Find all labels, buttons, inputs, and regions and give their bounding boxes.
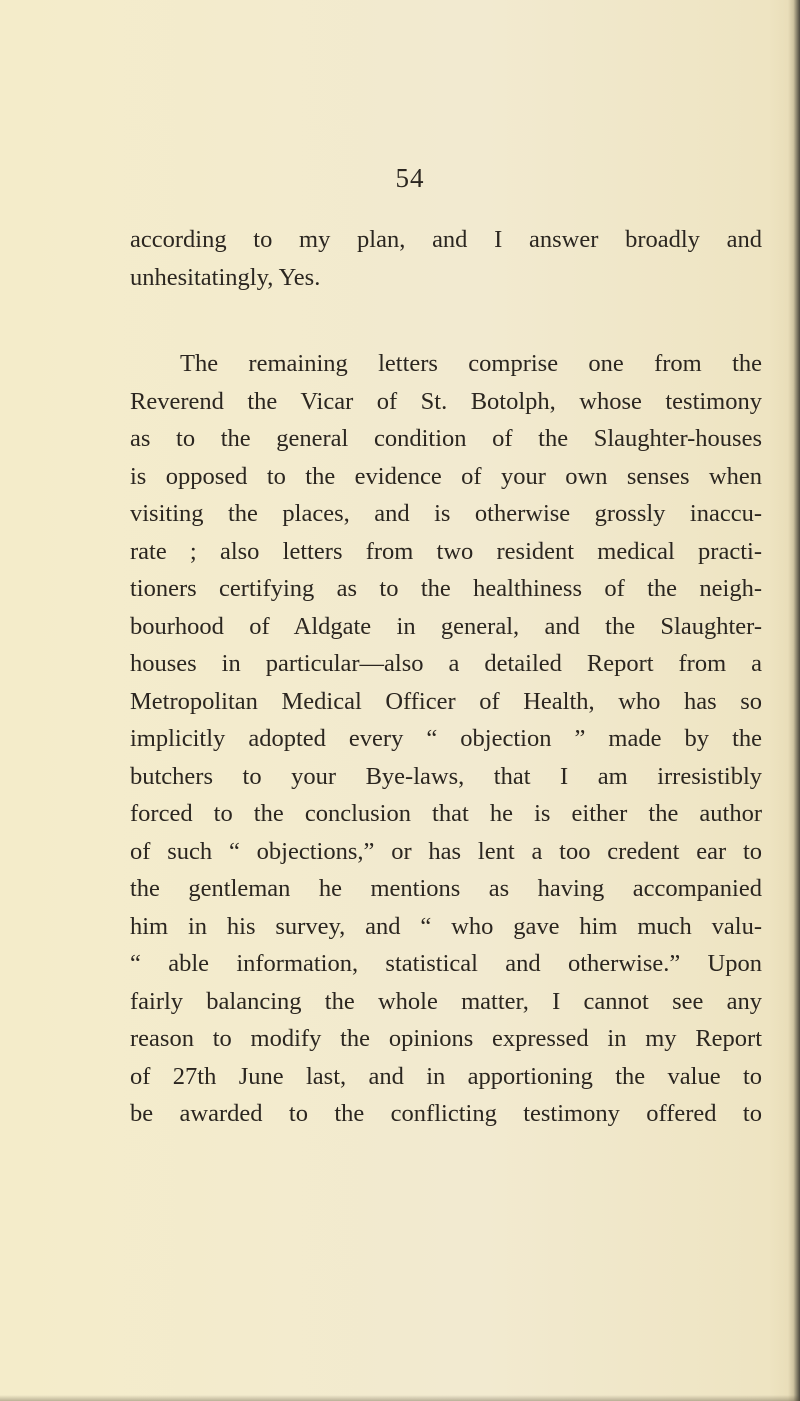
paragraph-2 [130,345,762,1133]
paragraph-1-line: according to my plan, and I answer broadly and [130,226,762,253]
paragraph-1 [130,221,762,296]
paragraph-2-line: houses in particular—also a detailed Report from a [130,650,762,677]
paragraph-2-line: visiting the places, and is otherwise grossly inaccu- [130,500,762,527]
paragraph-2-line: the gentleman he mentions as having accompanied [130,875,762,902]
page-edge-shadow [788,0,800,1401]
paragraph-2-line: Metropolitan Medical Officer of Health, who has so [130,687,762,715]
paragraph-2-line: of 27th June last, and in apportioning the value to [130,1062,762,1090]
paragraph-2-line: bourhood of Aldgate in general, and the Slaughter- [130,612,762,640]
paragraph-1-line: unhesitatingly, Yes. [130,263,321,291]
paragraph-2-line: The remaining letters comprise one from the [180,350,762,377]
paragraph-2-line: “ able information, statistical and otherwise.” Upon [130,950,762,977]
paragraph-2-line: Reverend the Vicar of St. Botolph, whose testimony [130,387,762,415]
paragraph-2-line: of such “ objections,” or has lent a too credent ear to [130,837,762,865]
paragraph-2-line: reason to modify the opinions expressed in my Report [130,1025,762,1052]
paragraph-2-line: is opposed to the evidence of your own senses when [130,462,762,490]
paragraph-2-line: fairly balancing the whole matter, I cannot see any [130,987,762,1015]
paragraph-2-line: as to the general condition of the Slaughter-houses [130,425,762,452]
page-number: 54 [395,163,425,193]
paragraph-2-line: butchers to your Bye-laws, that I am irresistibly [130,762,762,790]
paragraph-2-line: implicitly adopted every “ objection ” made by the [130,725,762,752]
paragraph-2-line: be awarded to the conflicting testimony offered to [130,1100,762,1127]
paragraph-2-line: tioners certifying as to the healthiness of the neigh- [130,575,762,602]
page-bottom-shadow [0,1395,800,1401]
paragraph-2-line: rate ; also letters from two resident medical practi- [130,537,762,565]
paragraph-2-line: forced to the conclusion that he is either the author [130,800,762,827]
paragraph-2-line: him in his survey, and “ who gave him much valu- [130,912,762,940]
